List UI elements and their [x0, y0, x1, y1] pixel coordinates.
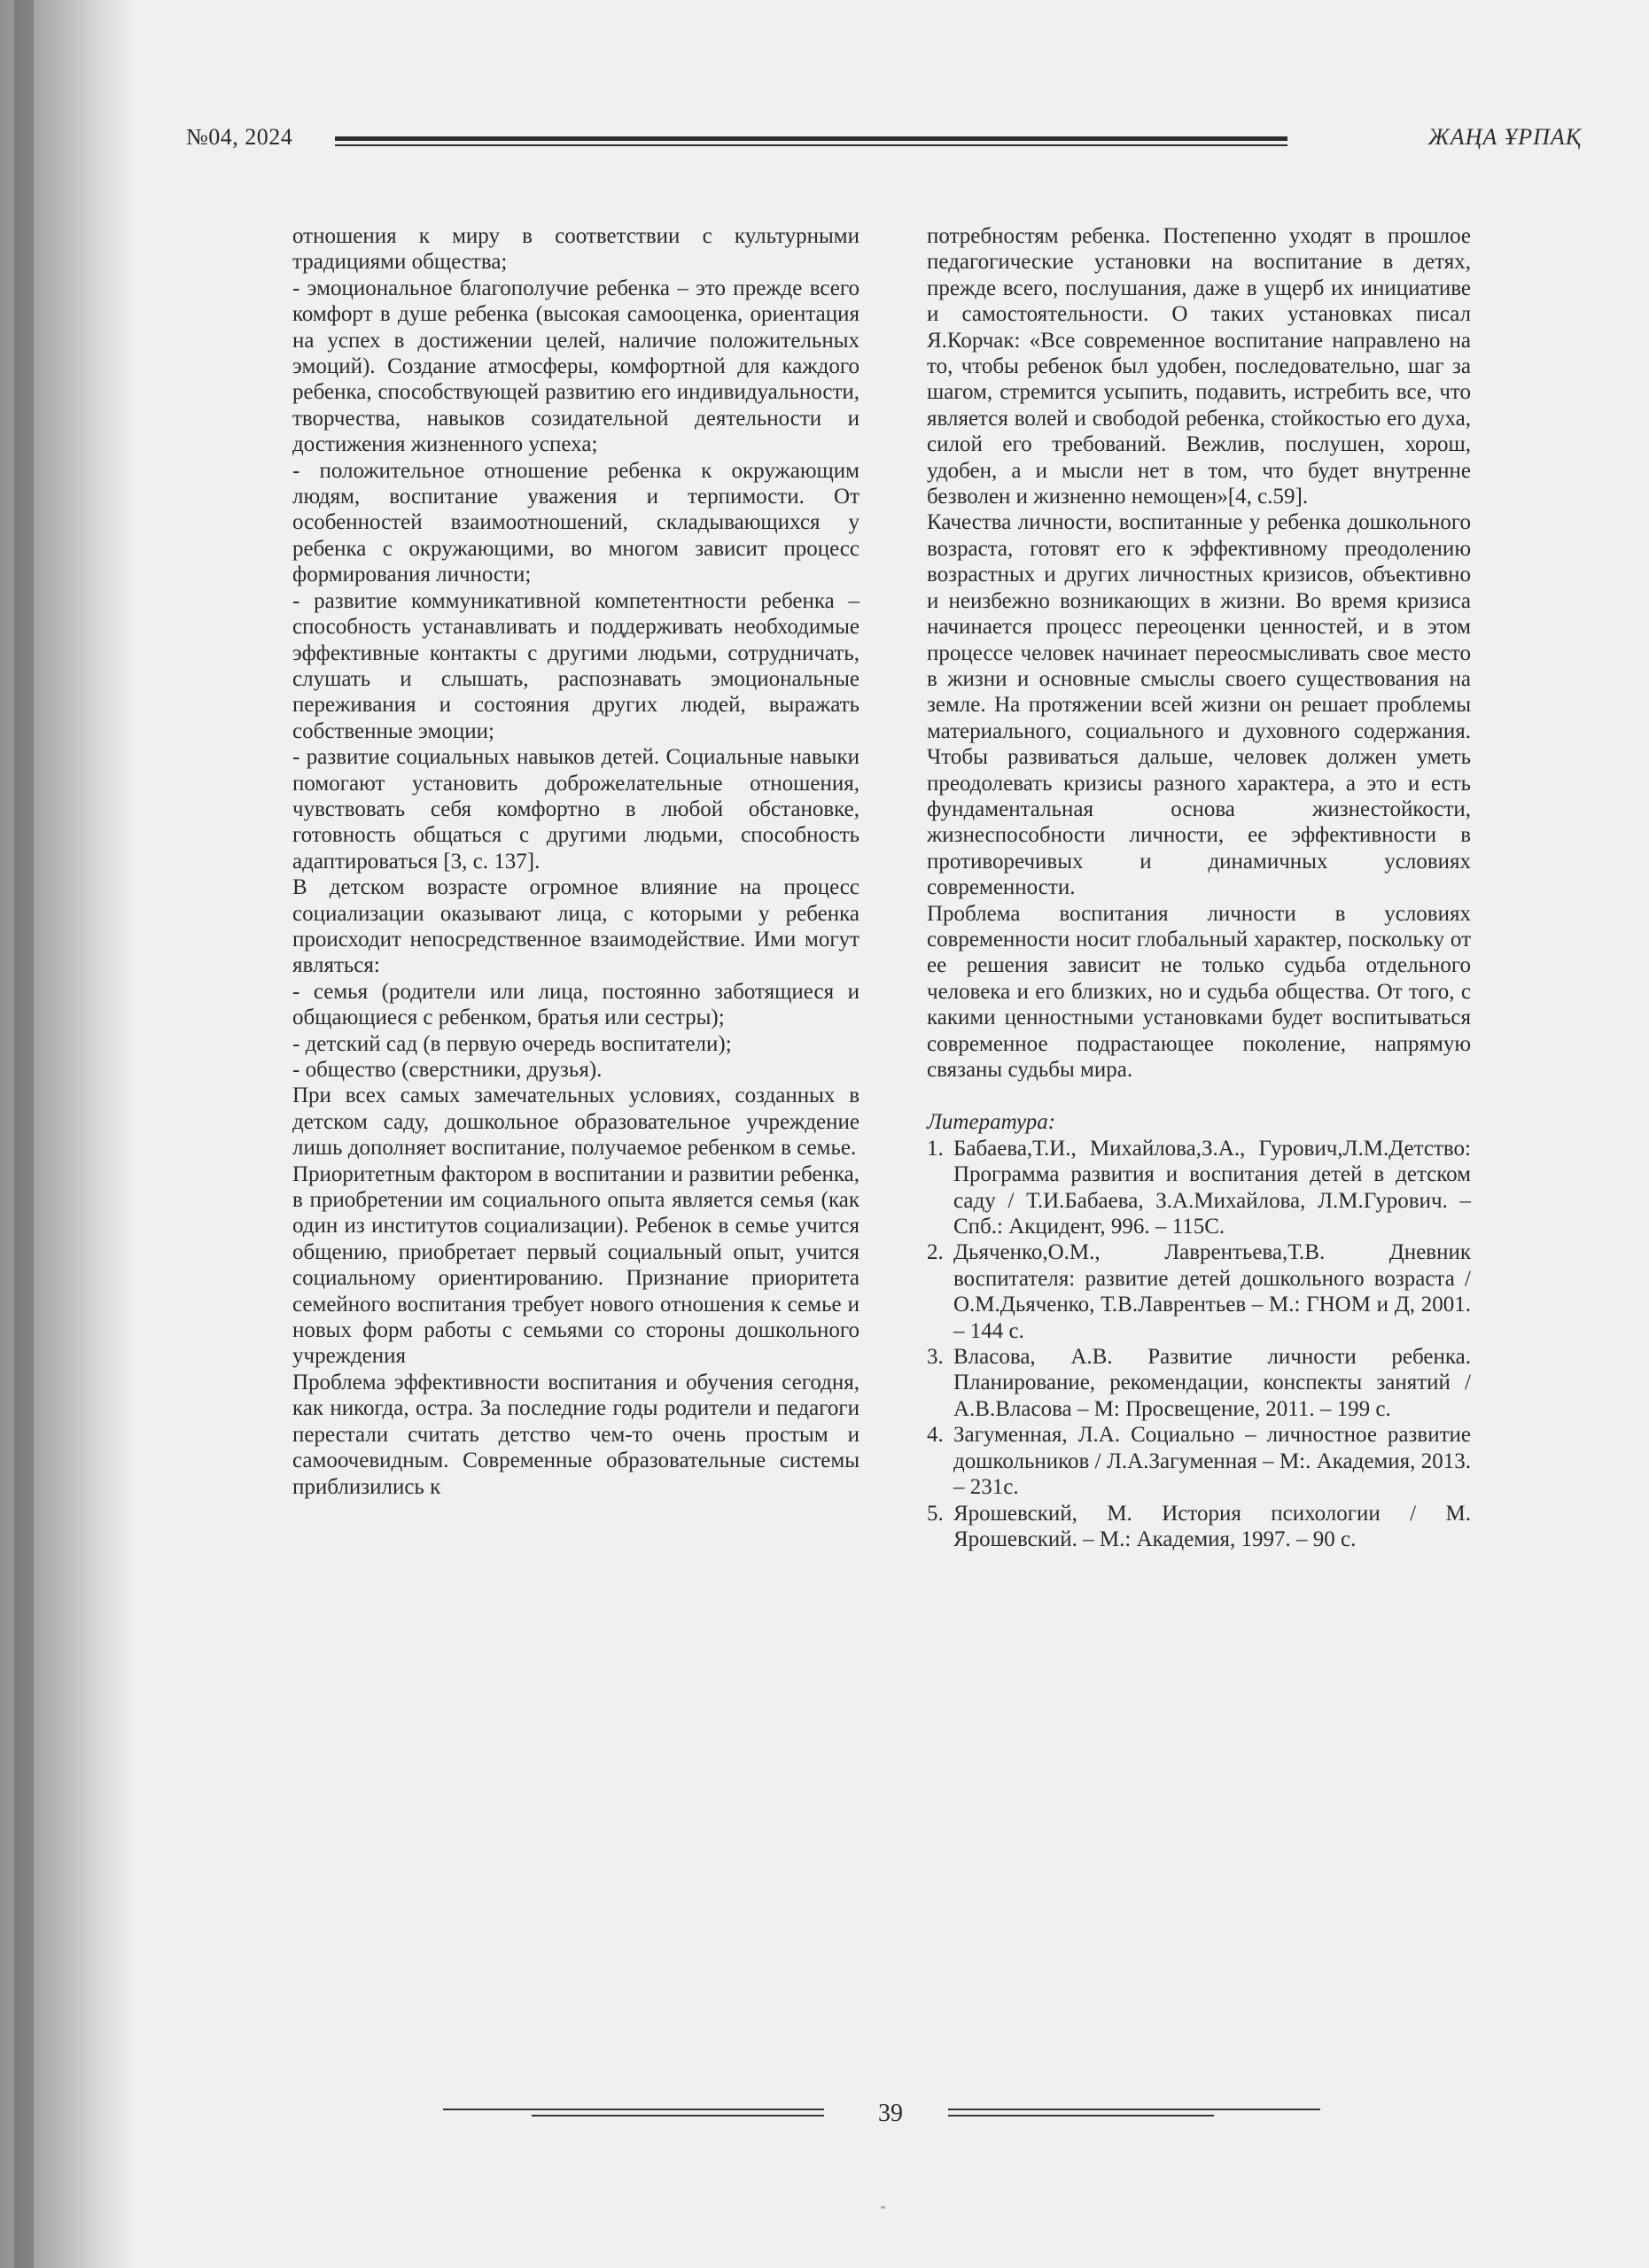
scan-binding-shadow — [0, 0, 133, 2268]
reference-number: 2. — [927, 1240, 944, 1265]
reference-number: 1. — [927, 1136, 944, 1161]
reference-item — [927, 1344, 1471, 1422]
reference-text: Загуменная, Л.А. Социально – личностное развитие дошкольников / Л.А.Загуменная – М:. Академия, 2013. – 231с. — [953, 1423, 1471, 1500]
reference-item — [927, 1501, 1471, 1553]
page-footer — [434, 2100, 1320, 2135]
paragraph: Проблема воспитания личности в условиях современности носит глобальный характер, поскольку от ее решения зависит не только судьба отдельного человека и его близких, но и судьба общества. От того, с какими ценностными установками будет воспитываться современное подрастающее поколение, напрямую связаны судьбы мира. — [927, 901, 1471, 1082]
right-column — [927, 223, 1471, 1552]
reference-text: Бабаева,Т.И., Михайлова,З.А., Гурович,Л.М.Детство: Программа развития и воспитания детей в детском саду / Т.И.Бабаева, З.А.Михайлова, Л.М.Гурович. – Спб.: Акцидент, 996. – 115С. — [953, 1136, 1471, 1239]
journal-title: ЖАҢА ҰРПАҚ — [1427, 124, 1582, 150]
page-header — [186, 124, 1582, 159]
paragraph: Качества личности, воспитанные у ребенка дошкольного возраста, готовят его к эффективному преодолению возрастных и других личностных кризисов, объективно и неизбежно возникающих в жизни. Во время кризиса начинается процесс переоценки ценностей, и в этом процессе человек начинает переосмысливать свое место в жизни и основные смыслы своего существования на земле. На протяжении всей жизни он решает проблемы материального, социального и духовного содержания. Чтобы развиваться дальше, человек должен уметь преодолевать кризисы разного характера, а это и есть фундаментальная основа жизнестойкости, жизнеспособности личности, ее эффективности в противоречивых и динамичных условиях современности. — [927, 510, 1471, 900]
reference-text: Власова, А.В. Развитие личности ребенка. Планирование, рекомендации, конспекты занятий / А.В.Власова – М: Просвещение, 2011. – 199 с. — [953, 1345, 1471, 1421]
paragraph: Приоритетным фактором в воспитании и развитии ребенка, в приобретении им социального опыта является семья (как один из институтов социализации). Ребенок в семье учится общению, приобретает первый социальный опыт, учится социальному ориентированию. Признание приоритета семейного воспитания требует нового отношения к семье и новых форм работы с семьями со стороны дошкольного учреждения — [292, 1161, 860, 1369]
issue-number: №04, 2024 — [186, 124, 293, 150]
reference-text: Дьяченко,О.М., Лаврентьева,Т.В. Дневник воспитателя: развитие детей дошкольного возраста / О.М.Дьяченко, Т.В.Лаврентьев – М.: ГНОМ и Д, 2001. – 144 с. — [953, 1240, 1471, 1343]
left-column — [292, 223, 860, 1500]
literature-title: Литература: — [927, 1110, 1056, 1135]
footer-rule-right-inner — [948, 2115, 1214, 2117]
paragraph: - эмоциональное благополучие ребенка – это прежде всего комфорт в душе ребенка (высокая самооценка, ориентация на успех в достижении целей, наличие положительных эмоций). Создание атмосферы, комфортной для каждого ребенка, способствующей развитию его индивидуальности, творчества, навыков созидательной деятельности и достижения жизненного успеха; — [292, 276, 860, 457]
paragraph: - общество (сверстники, друзья). — [292, 1058, 603, 1082]
header-rule-thin — [335, 144, 1287, 146]
header-rule-thick — [335, 136, 1287, 141]
paragraph: - детский сад (в первую очередь воспитатели); — [292, 1031, 732, 1056]
paragraph: - семья (родители или лица, постоянно заботящиеся и общающиеся с ребенком, братья или сестры); — [292, 979, 860, 1030]
footer-rule-left — [443, 2109, 824, 2110]
paragraph: отношения к миру в соответствии с культурными традициями общества; — [292, 224, 860, 275]
reference-list — [927, 1136, 1471, 1553]
reference-item — [927, 1239, 1471, 1344]
paragraph: - развитие социальных навыков детей. Социальные навыки помогают установить доброжелательные отношения, чувствовать себя комфортно в любой обстановке, готовность общаться с другими людьми, способность адаптироваться [3, с. 137]. — [292, 745, 860, 874]
reference-text: Ярошевский, М. История психологии / М. Ярошевский. – М.: Академия, 1997. – 90 с. — [953, 1501, 1471, 1551]
page-number: 39 — [878, 2100, 903, 2127]
reference-number: 4. — [927, 1423, 944, 1448]
paragraph: - развитие коммуникативной компетентности ребенка – способность устанавливать и поддерживать необходимые эффективные контакты с другими людьми, сотрудничать, слушать и слышать, распознавать эмоциональные переживания и состояния других людей, выражать собственные эмоции; — [292, 588, 860, 743]
paragraph: - положительное отношение ребенка к окружающим людям, воспитание уважения и терпимости. От особенностей взаимоотношений, складывающихся у ребенка с окружающими, во многом зависит процесс формирования личности; — [292, 458, 860, 587]
paragraph: При всех самых замечательных условиях, созданных в детском саду, дошкольное образовательное учреждение лишь дополняет воспитание, получаемое ребенком в семье. — [292, 1084, 860, 1161]
reference-number: 3. — [927, 1345, 944, 1370]
reference-item — [927, 1422, 1471, 1500]
reference-item — [927, 1136, 1471, 1240]
scan-speck — [881, 2206, 885, 2209]
paragraph: потребностям ребенка. Постепенно уходят в прошлое педагогические установки на воспитание в детях, прежде всего, послушания, даже в ущерб их инициативе и самостоятельности. О таких установках писал Я.Корчак: «Все современное воспитание направлено на то, чтобы ребенок был удобен, последовательно, шаг за шагом, стремится усыпить, подавить, истребить все, что является волей и свободой ребенка, стойкостью его духа, силой его требований. Вежлив, послушен, хорош, удобен, а и мысли нет в том, что будет внутренне безволен и жизненно немощен»[4, с.59]. — [927, 224, 1471, 509]
reference-number: 5. — [927, 1501, 944, 1526]
footer-rule-left-inner — [532, 2115, 824, 2117]
paragraph: Проблема эффективности воспитания и обучения сегодня, как никогда, остра. За последние годы родители и педагоги перестали считать детство чем-то очень простым и самоочевидным. Современные образовательные системы приблизились к — [292, 1370, 860, 1499]
footer-rule-right — [948, 2109, 1320, 2110]
paragraph: В детском возрасте огромное влияние на процесс социализации оказывают лица, с которыми у ребенка происходит непосредственное взаимодействие. Ими могут являться: — [292, 875, 860, 978]
